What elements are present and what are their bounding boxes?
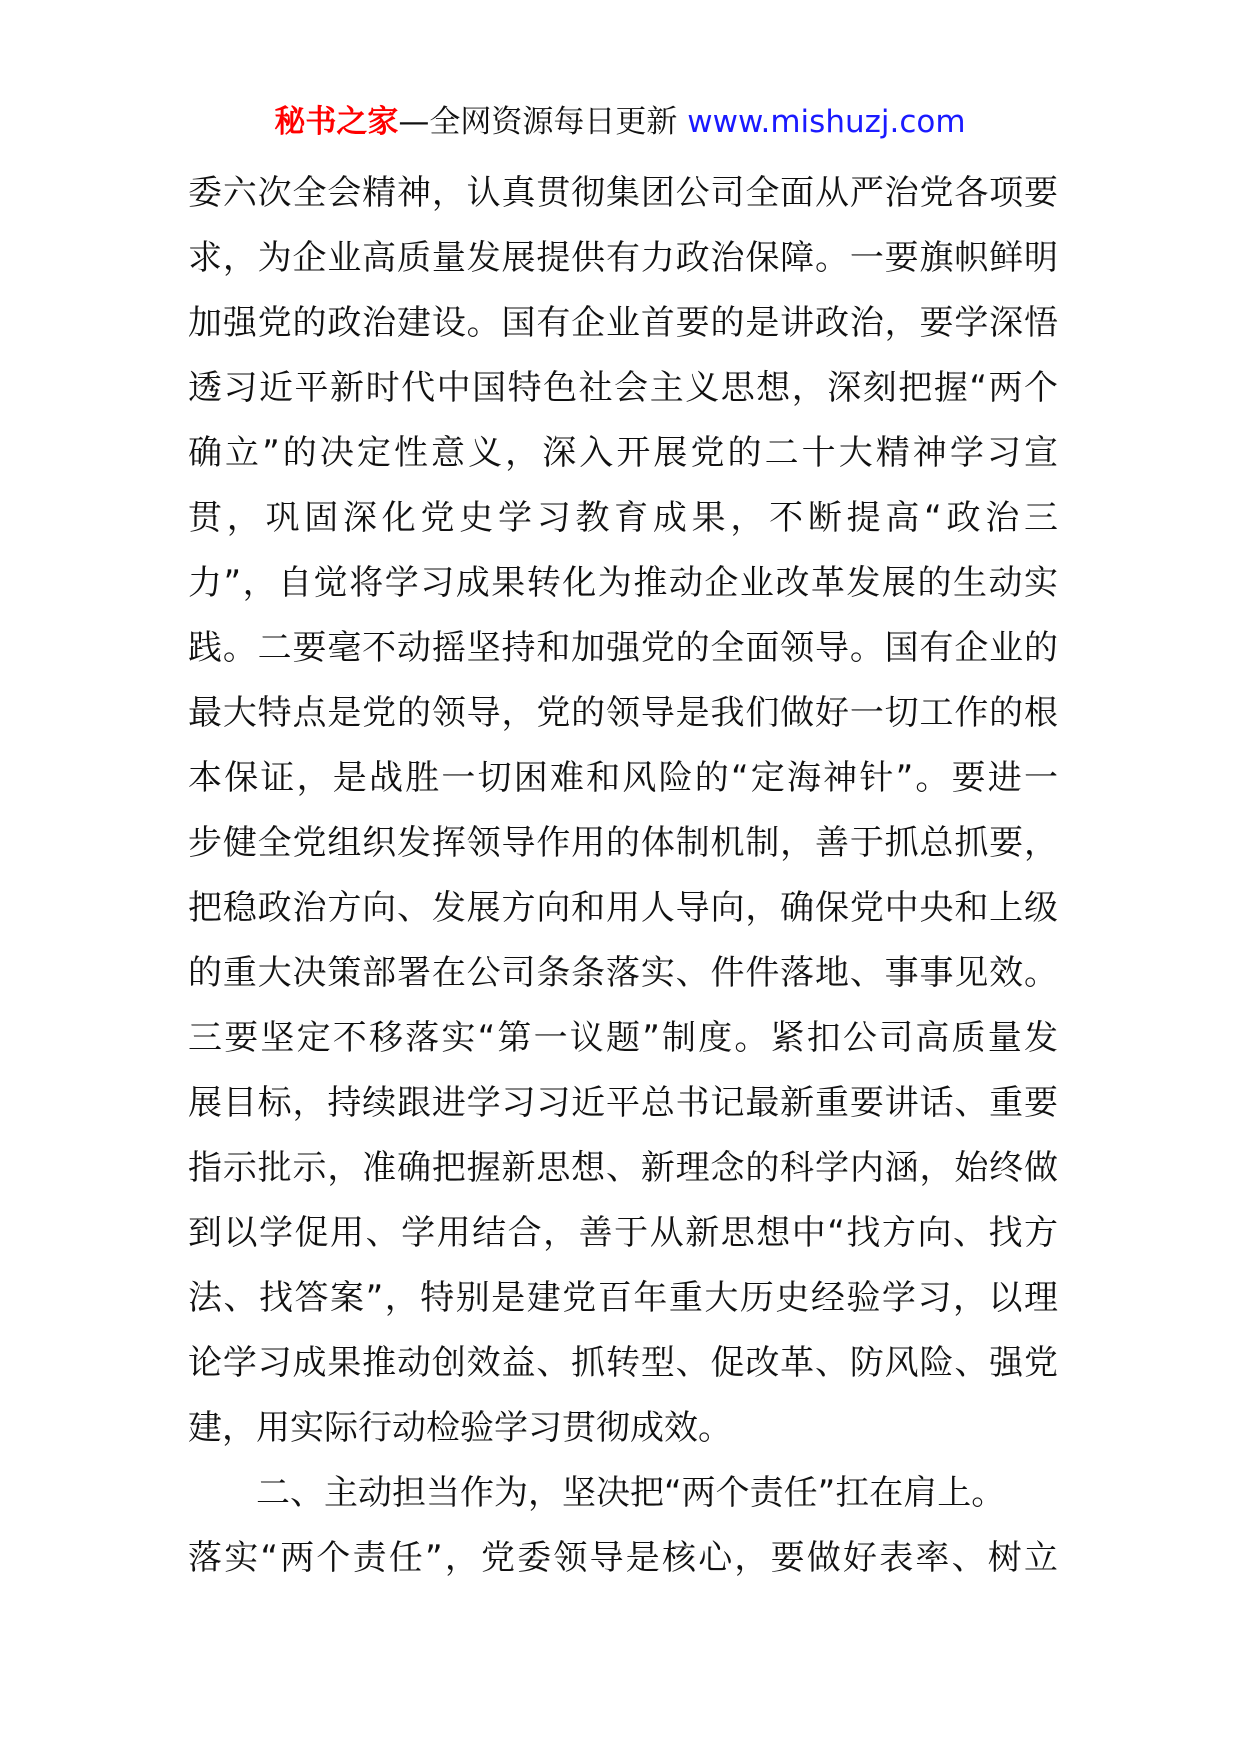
- text-line: 贯，巩固深化党史学习教育成果，不断提高“政治三: [188, 498, 1058, 538]
- text-line: 本保证，是战胜一切困难和风险的“定海神针”。要进一: [188, 758, 1058, 798]
- document-body: [188, 161, 1058, 1591]
- text-line: 加强党的政治建设。国有企业首要的是讲政治，要学深悟: [188, 303, 1058, 343]
- header-tagline: —全网资源每日更新: [398, 104, 678, 140]
- text-line: 求，为企业高质量发展提供有力政治保障。一要旗帜鲜明: [188, 238, 1058, 278]
- page-header: [0, 100, 1240, 144]
- paragraph-2: [188, 1461, 1058, 1591]
- text-line: 把稳政治方向、发展方向和用人导向，确保党中央和上级: [188, 888, 1058, 928]
- text-line: 步健全党组织发挥领导作用的体制机制，善于抓总抓要，: [188, 823, 1058, 863]
- text-line: 到以学促用、学用结合，善于从新思想中“找方向、找方: [188, 1213, 1058, 1253]
- paragraph-1: [188, 161, 1058, 1461]
- text-line: 确立”的决定性意义，深入开展党的二十大精神学习宣: [188, 433, 1058, 473]
- header-brand: 秘书之家: [274, 104, 399, 140]
- header-site-link[interactable]: www.mishuzj.com: [687, 104, 966, 140]
- text-line: 力”，自觉将学习成果转化为推动企业改革发展的生动实: [188, 563, 1058, 603]
- text-line: 法、找答案”，特别是建党百年重大历史经验学习，以理: [188, 1278, 1058, 1318]
- section-heading-line: 二、主动担当作为，坚决把“两个责任”扛在肩上。: [256, 1473, 1006, 1513]
- text-line: 建，用实际行动检验学习贯彻成效。: [188, 1408, 732, 1448]
- text-line: 践。二要毫不动摇坚持和加强党的全面领导。国有企业的: [188, 628, 1058, 668]
- text-line: 最大特点是党的领导，党的领导是我们做好一切工作的根: [188, 693, 1058, 733]
- text-line: 论学习成果推动创效益、抓转型、促改革、防风险、强党: [188, 1343, 1058, 1383]
- text-line: 委六次全会精神，认真贯彻集团公司全面从严治党各项要: [188, 173, 1058, 213]
- text-line: 落实“两个责任”，党委领导是核心，要做好表率、树立: [188, 1538, 1058, 1578]
- text-line: 三要坚定不移落实“第一议题”制度。紧扣公司高质量发: [188, 1018, 1058, 1058]
- text-line: 透习近平新时代中国特色社会主义思想，深刻把握“两个: [188, 368, 1058, 408]
- text-line: 展目标，持续跟进学习习近平总书记最新重要讲话、重要: [188, 1083, 1058, 1123]
- text-line: 的重大决策部署在公司条条落实、件件落地、事事见效。: [188, 953, 1058, 993]
- text-line: 指示批示，准确把握新思想、新理念的科学内涵，始终做: [188, 1148, 1058, 1188]
